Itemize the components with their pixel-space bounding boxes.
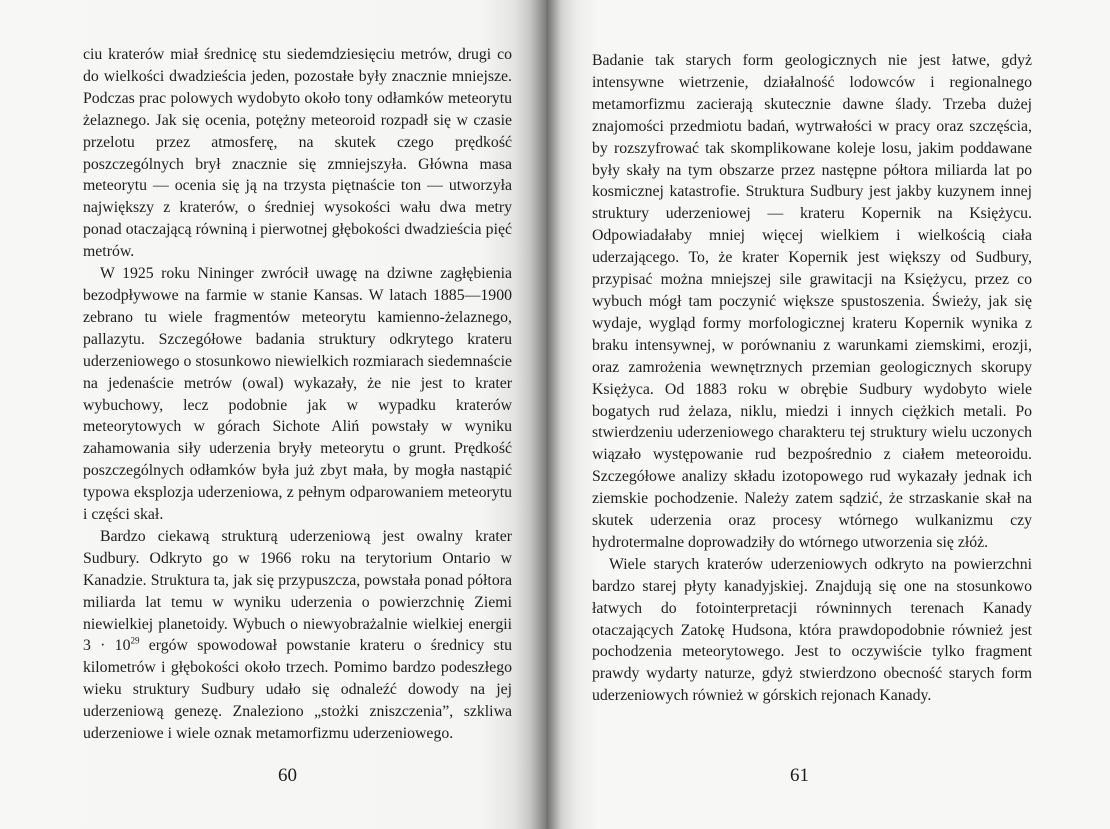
page-number: 61 <box>790 765 809 786</box>
exponent: 29 <box>130 636 140 647</box>
book-gutter <box>530 0 562 829</box>
paragraph: W 1925 roku Nininger zwrócił uwagę na dziwne zagłębienia bezodpływowe na farmie w stanie Kansas. W latach 1885—1900 zebrano tu wiele fragmentów meteorytu kamienno-żelaznego, pallazytu. Szczegółowe badania struktury odkrytego krateru uderzeniowego o stosunkowo niewielkich rozmiarach siedemnaście na jedenaście metrów (owal) wykazały, że nie jest to krater wybuchowy, lecz podobnie jak w wypadku kraterów meteorytowych w górach Sichote Aliń powstały w wyniku zahamowania siły uderzenia bryły meteorytu o grunt. Prędkość poszczególnych odłamków była już zbyt mała, by mogła nastąpić typowa eksplozja uderzeniowa, z pełnym odparowaniem meteorytu i części skał. <box>83 265 512 524</box>
page-number: 60 <box>278 765 297 786</box>
right-page-text <box>592 50 1032 707</box>
left-page <box>0 0 548 829</box>
paragraph-text: ergów spowodował powstanie krateru o średnicy stu kilometrów i głębokości około trzech. Pomimo bardzo podeszłego wieku struktury Sudbury udało się odnaleźć dowody na jej uderzeniową genezę. Znaleziono „stożki zniszczenia”, szkliwa uderzeniowe i wiele oznak metamorfizmu uderzeniowego. <box>83 637 512 743</box>
paragraph: Badanie tak starych form geologicznych nie jest łatwe, gdyż intensywne wietrzenie, działalność lodowców i regionalnego metamorfizmu zacierają skutecznie dawne ślady. Trzeba dużej znajomości przedmiotu badań, wytrwałości w pracy oraz szczęścia, by rozszyfrować tak skomplikowane koleje losu, jakim poddawane były skały na tym obszarze przez następne półtora miliarda lat po kosmicznej katastrofie. Struktura Sudbury jest jakby kuzynem innej struktury uderzeniowej — krateru Kopernik na Księżycu. Odpowiadałaby mniej więcej wielkiem i wielkością ciała uderzającego. To, że krater Kopernik jest większy od Sudbury, przypisać można mniejszej sile grawitacji na Księżycu, przez co wybuch mógł tam poczynić większe spustoszenia. Świeży, jak się wydaje, wygląd formy morfologicznej krateru Kopernik wynika z braku intensywnej, w porównaniu z warunkami ziemskimi, erozji, oraz zamrożenia wewnętrznych przemian geologicznych skorupy Księżyca. Od 1883 roku w obrębie Sudbury wydobyto wiele bogatych rud żelaza, niklu, miedzi i innych ciężkich metali. Po stwierdzeniu uderzeniowego charakteru tej struktury wielu uczonych wiązało występowanie rud bezpośrednio z ciałem meteoroidu. Szczegółowe analizy składu izotopowego rud wykazały jednak ich ziemskie pochodzenie. Należy zatem sądzić, że strzaskanie skał na skutek uderzenia oraz procesy wtórnego wulkanizmu czy hydrotermalne doprowadziły do wtórnego utworzenia się złóż. <box>592 52 1032 551</box>
paragraph: Wiele starych kraterów uderzeniowych odkryto na powierzchni bardzo starej płyty kanadyjskiej. Znajdują się one na stosunkowo łatwych do fotointerpretacji równinnych terenach Kanady otaczających Zatokę Hudsona, która prawdopodobnie również jest pochodzenia meteorytowego. Jest to oczywiście tylko fragment prawdy wydarty naturze, gdyż stwierdzono obecność starych form uderzeniowych również w górskich rejonach Kanady. <box>592 555 1032 705</box>
paragraph <box>83 526 512 745</box>
left-page-text <box>83 44 512 745</box>
paragraph-text: Bardzo ciekawą strukturą uderzeniową jest owalny krater Sudbury. Odkryto go w 1966 roku na terytorium Ontario w Kanadzie. Struktura ta, jak się przypuszcza, powstała ponad półtora miliarda lat temu w wyniku uderzenia o powierzchnię Ziemi niewielkiej planetoidy. Wybuch o niewyobrażalnie wielkiej energii 3 · 10 <box>83 527 512 655</box>
paragraph: ciu kraterów miał średnicę stu siedemdziesięciu metrów, drugi co do wielkości dwadzieścia jeden, pozostałe były znacznie mniejsze. Podczas prac polowych wydobyto około tony odłamków meteorytu żelaznego. Jak się ocenia, potężny meteoroid rozpadł się w czasie przelotu przez atmosferę, na skutek czego prędkość poszczególnych brył znacznie się zmniejszyła. Główna masa meteorytu — ocenia się ją na trzysta piętnaście ton — utworzyła największy z kraterów, o średniej wysokości wału dwa metry ponad otaczającą równiną i pierwotnej głębokości dwadzieścia pięć metrów. <box>83 46 512 261</box>
